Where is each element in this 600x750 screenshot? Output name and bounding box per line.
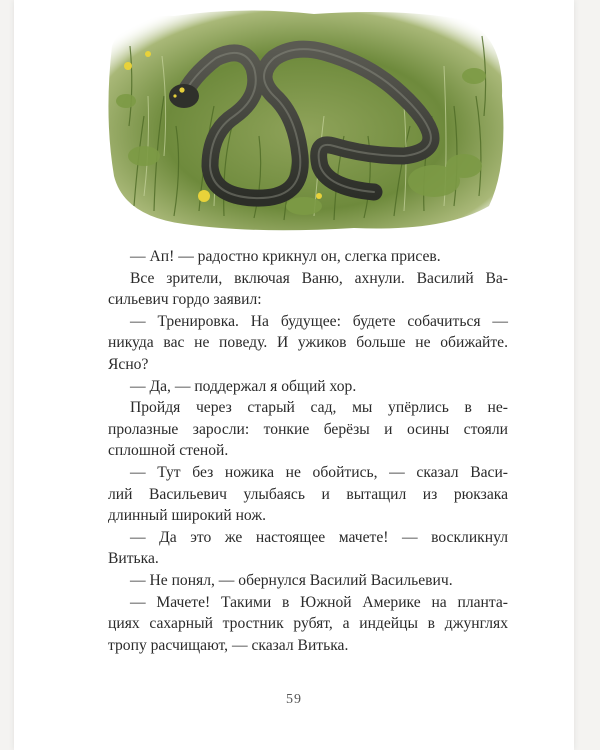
text-line: — Ап! — радостно крикнул он, слегка присев. [130,248,441,265]
paragraph [108,311,508,376]
text-line: никуда вас не поведу. И ужиков больше не обижайте. [108,334,508,352]
snake-in-grass-icon [104,6,509,234]
paragraph [108,570,508,592]
paragraph [108,592,508,657]
text-line: Ясно? [108,355,149,373]
paragraph [108,376,508,398]
text-line: — Не понял, — обернулся Василий Васильевич. [130,571,453,589]
text-line: — Да это же настоящее мачете! — воскликнул [130,528,508,546]
text-line: Витька. [108,550,159,568]
text-line: — Да, — поддержал я общий хор. [130,377,357,395]
text-line: — Мачете! Такими в Южной Америке на планта- [130,593,508,611]
paragraph [108,397,508,462]
text-line: Все зрители, включая Ваню, ахнули. Василий Ва- [130,269,508,287]
book-page [14,0,574,750]
text-line: лий Васильевич улыбаясь и вытащил из рюкзака [108,485,508,503]
paragraph [108,527,508,570]
body-text [108,246,508,656]
text-line: — Тут без ножика не обойтись, — сказал Васи- [130,463,508,481]
paragraph [108,268,508,311]
text-line: сплошной стеной. [108,442,229,460]
text-line: Пройдя через старый сад, мы упёрлись в не- [130,399,508,417]
text-line: циях сахарный тростник рубят, а индейцы в джунглях [108,615,508,633]
snake-illustration [104,6,509,234]
text-line: сильевич гордо заявил: [108,291,262,309]
text-line: длинный широкий нож. [108,507,267,525]
paragraph [108,246,508,268]
text-line: пролазные заросли: тонкие берёзы и осины стояли [108,420,508,438]
page-number: 59 [286,692,302,707]
paragraph [108,462,508,527]
text-line: тропу расчищают, — сказал Витька. [108,636,349,654]
text-line: — Тренировка. На будущее: будете собачиться — [130,312,508,330]
